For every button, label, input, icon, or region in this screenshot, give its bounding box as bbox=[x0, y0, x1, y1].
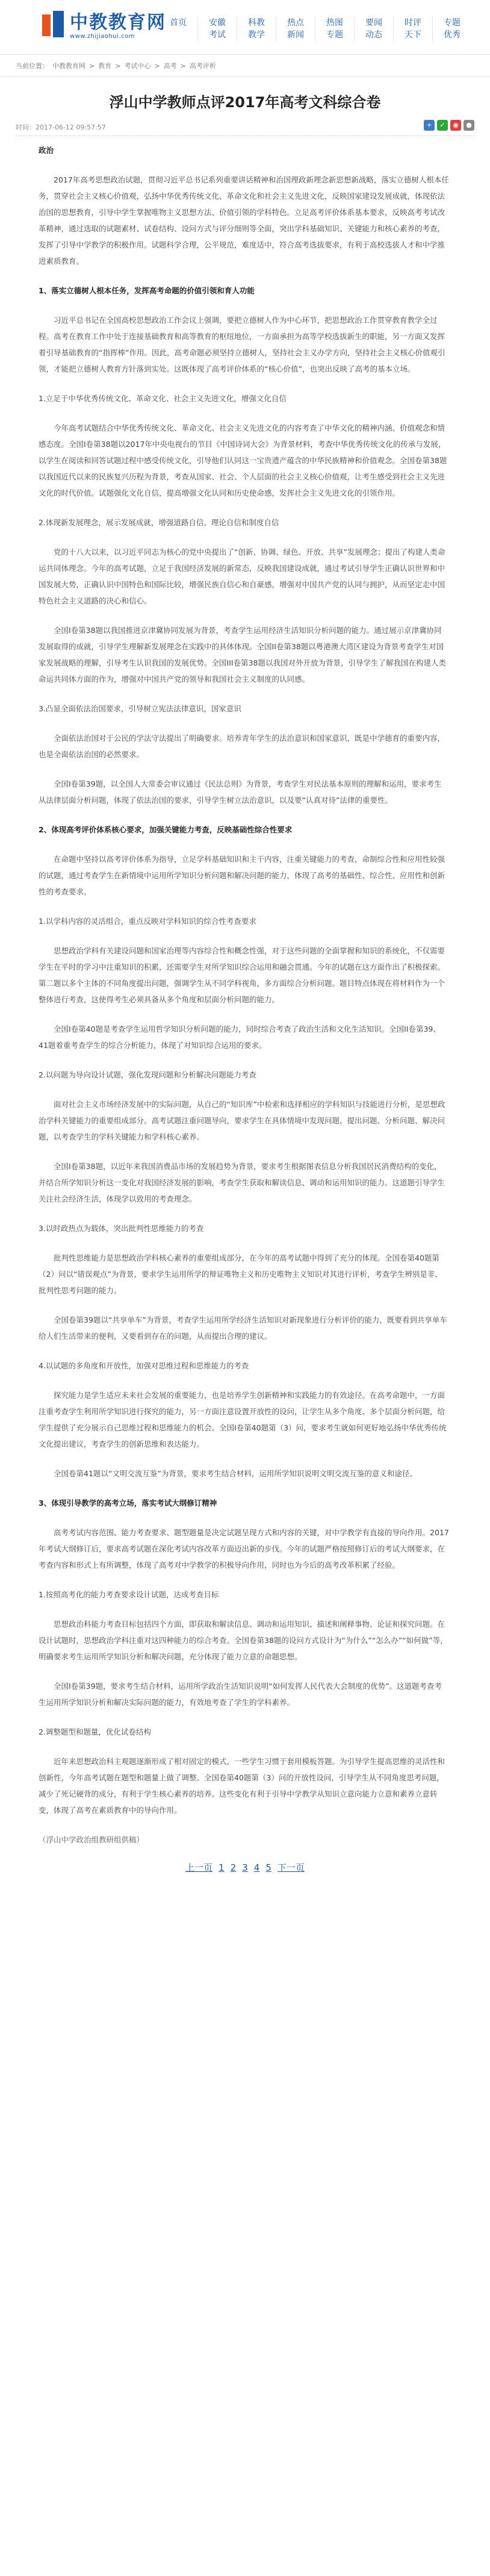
article-body bbox=[0, 136, 490, 1848]
breadcrumb-separator: > bbox=[180, 61, 186, 70]
breadcrumb bbox=[0, 55, 490, 77]
share-plus-icon[interactable]: + bbox=[424, 120, 435, 131]
subsection-heading: 1.按照高考化的能力考查要求设计试题，达成考查目标 bbox=[39, 1590, 219, 1599]
article-meta bbox=[16, 120, 474, 136]
paragraph: 高考考试内容范围、能力考查要求、题型题量是决定试题呈现方式和内容的关键，对中学教学有直接的导向作用。2017年考试大纲修订后，要求高考试题在深化考试内容改革方面迈出新的步伐。今年的试题严格按照修订后的考试大纲要求，在考查内容和形式上有所调整，体现了高考对中学教学的积极导向作用，同时也为今后的高考改革积累了经验。 bbox=[39, 1528, 449, 1570]
paragraph: 批判性思维能力是思想政治学科核心素养的重要组成部分，在今年的高考试题中得到了充分的体现。全国卷第40题第（2）问以“错误观点”为背景，要求学生运用所学的辩证唯物主义和历史唯物主义知识对其进行评析，考查学生辨别是非、批判性思考问题的能力。 bbox=[39, 1253, 442, 1295]
pagination bbox=[0, 1861, 490, 1874]
nav-item[interactable]: 热图 专题 bbox=[315, 17, 354, 41]
breadcrumb-separator: > bbox=[115, 61, 121, 70]
section-heading: 政治 bbox=[39, 146, 54, 155]
logo-url: www.zhijiaohui.com bbox=[70, 33, 135, 40]
page-link[interactable]: 5 bbox=[265, 1862, 271, 1873]
paragraph: 全国卷第39题以“共享单车”为背景，考查学生运用所学经济生活知识对新现象进行分析评价的能力，既要看到共享单车给人们生活带来的便利，又要看到存在的问题，从而提出合理的建议。 bbox=[39, 1315, 447, 1341]
breadcrumb-link[interactable]: 中教教育网 bbox=[52, 62, 85, 70]
nav-item[interactable]: 科教 教学 bbox=[237, 17, 276, 41]
paragraph: 思想政治科能力考查目标包括四个方面，即获取和解读信息、调动和运用知识、描述和阐释事物、论证和探究问题。在设计试题时，思想政治学科注重对这四种能力的综合考查。全国卷第38题的设问方式设计为“为什么”“怎么办”“如何做”等，明确要求考生运用所学知识分析和解决问题，充分体现了能力立意的命题思想。 bbox=[39, 1620, 448, 1661]
page-link[interactable]: 2 bbox=[230, 1862, 237, 1873]
paragraph: 近年来思想政治科主观题逐渐形成了相对固定的模式，一些学生习惯于套用模板答题。为引导学生提高思维的灵活性和创新性，今年高考试题在题型和题量上做了调整。全国卷第40题第（3）问的开放性设问，引导学生从不同角度思考问题，减少了死记硬背的成分，有利于学生核心素养的培养。这些变化有利于引导中学教学从知识立意向能力立意和素养立意转变，体现了高考在素质教育中的导向作用。 bbox=[39, 1757, 445, 1815]
subsection-heading: 1.以学科内容的灵活组合，重点反映对学科知识的综合性考查要求 bbox=[39, 917, 256, 926]
site-header bbox=[0, 0, 490, 55]
breadcrumb-link: 当前位置： bbox=[16, 62, 49, 70]
share-qq-icon[interactable]: ● bbox=[464, 120, 474, 131]
share-bar bbox=[421, 120, 474, 131]
paragraph: 2017年高考思想政治试题，贯彻习近平总书记系列重要讲话精神和治国理政新理念新思想新战略，落实立德树人根本任务，贯穿社会主义核心价值观，弘扬中华优秀传统文化、革命文化和社会主义先进文化，反映国家建设发展成就，体现依法治国的思想教育，引导中学生掌握唯物主义思想方法、价值引领的学科特色。立足高考评价体系基本要求，反映高考考试改革精神，通过选取的试题素材、试卷结构、设问方式与评分细则等全面，突出学科基础知识、关键能力和核心素养的考查，发挥了引导中学教学的积极作用。试题科学合理，公平规范，难度适中，符合高考选拔要求，有利于高校选拔人才和中学推进素质教育。 bbox=[39, 175, 449, 266]
subsection-heading: 2.调整题型和题量，优化试卷结构 bbox=[39, 1727, 151, 1736]
section-heading: 1、落实立德树人根本任务，发挥高考命题的价值引领和育人功能 bbox=[39, 286, 255, 295]
nav-item[interactable]: 安徽 考试 bbox=[197, 17, 237, 41]
subsection-heading: 3.以时政热点为载体，突出批判性思维能力的考查 bbox=[39, 1224, 204, 1233]
paragraph: 面对社会主义市场经济发展中的实际问题，从自己的“知识库”中检索和选择相应的学科知识与技能进行分析，是思想政治学科关键能力的重要组成部分。高考试题注重问题导向，要求学生在具体情境中发现问题、提出问题、分析问题、解决问题，以考查学生的学科关键能力和学科核心素养。 bbox=[39, 1100, 445, 1141]
paragraph: 全面依法治国对于公民的学法守法提出了明确要求。培养青年学生的法治意识和国家意识，既是中学德育的重要内容，也是全面依法治国的必然要求。 bbox=[39, 734, 445, 759]
subsection-heading: 1.立足于中华优秀传统文化、革命文化、社会主义先进文化，增强文化自信 bbox=[39, 394, 287, 403]
nav-item[interactable]: 专题 优秀 bbox=[432, 17, 471, 41]
paragraph: 全国I卷第40题是考查学生运用哲学知识分析问题的能力，同时综合考查了政治生活和文化生活知识。全国II卷第39、41题着重考查学生的综合分析能力，体现了对知识综合运用的要求。 bbox=[39, 1024, 441, 1050]
paragraph: 党的十八大以来，以习近平同志为核心的党中央提出了“创新、协调、绿色、开放、共享”发展理念；提出了构建人类命运共同体理念。今年的高考试题，立足于我国经济发展的新常态，反映我国建设成就，通过考试引导学生正确认识世界和中国发展大势，正确认识中国特色和国际比较，增强民族自信心和自豪感，增强对中国共产党的认同与拥护，从而坚定走中国特色社会主义道路的决心和信心。 bbox=[39, 547, 445, 605]
paragraph: 全国I卷第38题，以近年来我国消费品市场的发展趋势为背景，要求考生根据图表信息分析我国居民消费结构的变化，并结合所学知识分析这一变化对我国经济发展的影响，考查学生获取和解读信息、调动和运用知识的能力。这道题引导学生关注社会经济生活，体现学以致用的考查理念。 bbox=[39, 1162, 445, 1203]
breadcrumb-link[interactable]: 高考评析 bbox=[189, 62, 216, 70]
paragraph: 全国卷第41题以“文明交流互鉴”为背景，要求考生结合材料，运用所学知识说明文明交流互鉴的意义和途径。 bbox=[54, 1469, 417, 1478]
breadcrumb-link[interactable]: 教育 bbox=[98, 62, 112, 70]
nav-item[interactable]: 要闻 动态 bbox=[354, 17, 393, 41]
nav-item[interactable]: 首页 bbox=[170, 18, 187, 28]
paragraph: 全国I卷第39题，以全国人大常委会审议通过《民法总则》为背景，考查学生对民法基本原则的理解和运用，要求考生从法律层面分析问题，体现了依法治国的要求，引导学生树立法治意识，以及要“认真对待”法律的重要性。 bbox=[39, 779, 442, 805]
breadcrumb-separator: > bbox=[89, 61, 95, 70]
share-wechat-icon[interactable]: ✓ bbox=[437, 120, 448, 131]
subsection-heading: 3.凸显全面依法治国要求，引导树立宪法法律意识，国家意识 bbox=[39, 704, 241, 713]
page-link[interactable]: 4 bbox=[253, 1862, 260, 1873]
site-logo[interactable] bbox=[42, 11, 166, 41]
nav-item[interactable]: 热点 新闻 bbox=[276, 17, 315, 41]
page-link[interactable]: 1 bbox=[219, 1862, 225, 1873]
article-title: 浮山中学教师点评2017年高考文科综合卷 bbox=[109, 94, 381, 111]
logo-name: 中教教育网 bbox=[70, 11, 166, 33]
paragraph: 今年高考试题结合中华优秀传统文化、革命文化、社会主义先进文化的内容考查了中华文化的精神内涵、价值观念和情感态度。全国I卷第38题以2017年中央电视台的节目《中国诗词大会》为背景材料，考查中华优秀传统文化的传承与发展，以学生在阅读和回答试题过程中感受传统文化，引导他们认同这一宝贵遗产蕴含的中华民族精神和价值观念。全国卷第38题以我国近代以来的民族复兴历程为背景，考查从国家、社会、个人层面的社会主义核心价值观，让考生感受到社会主义先进文化的时代价值。试题强化文化自信，提高增强文化认同和历史使命感，发挥社会主义先进文化的引领作用。 bbox=[39, 423, 447, 497]
paragraph: 思想政治学科有关建设问题和国家治理等内容综合性和概念性强，对于这些问题的全面掌握和知识的系统化，不仅需要学生在平时的学习中注重知识的积累，还需要学生对所学知识综合运用和融会贯通。今年的试题在这方面作出了积极探索。第二题以多个主体的不同角度提出问题，强调学生从不同学科视角，多方面综合分析问题。题目特点体现在将材料作为一个整体进行考查，这使得考生必须具备从多个角度和层面分析问题的能力。 bbox=[39, 946, 445, 1004]
paragraph: 全国I卷第39题，要求考生结合材料，运用所学政治生活知识说明“如何发挥人民代表大会制度的优势”。这道题考查考生运用所学知识分析和解决实际问题的能力，有效地考查了学生的学科素养。 bbox=[39, 1682, 442, 1707]
logo-icon bbox=[42, 11, 65, 41]
page-link[interactable]: 上一页 bbox=[185, 1862, 213, 1873]
section-heading: 2、体现高考评价体系核心要求，加强关键能力考查，反映基础性综合性要求 bbox=[39, 825, 293, 834]
page-link[interactable]: 3 bbox=[242, 1862, 248, 1873]
paragraph: 探究能力是学生适应未来社会发展的重要能力，也是培养学生创新精神和实践能力的有效途径。在高考命题中，一方面注重考查学生利用所学知识进行探究的能力，另一方面注意设置开放性的设问，让学生从多个角度、多个层面分析问题，给学生提供了充分展示自己思维过程和思维能力的机会。全国I卷第40题第（3）问，要求考生就如何更好地弘扬中华优秀传统文化提出建议，考查学生的创新思维和表达能力。 bbox=[39, 1391, 447, 1449]
article-source: （浮山中学政治组教研组供稿） bbox=[39, 1835, 144, 1844]
page-link[interactable]: 下一页 bbox=[277, 1862, 305, 1873]
section-heading: 3、体现引导教学的高考立场，落实考试大纲修订精神 bbox=[39, 1499, 217, 1508]
breadcrumb-link[interactable]: 考试中心 bbox=[124, 62, 151, 70]
main-nav bbox=[159, 17, 471, 41]
paragraph: 在命题中坚持以高考评价体系为指导，立足学科基础知识和主干内容，注重关键能力的考查，命制综合性和应用性较强的试题，通过考查学生在新情境中运用所学知识分析问题和解决问题的能力，体现了高考的基础性、综合性、应用性和创新性的考查要求。 bbox=[39, 855, 445, 896]
subsection-heading: 4.以试题的多角度和开放性，加强对思维过程和思维能力的考查 bbox=[39, 1361, 249, 1370]
paragraph: 全国I卷第38题以我国推进京津冀协同发展为背景，考查学生运用经济生活知识分析问题的能力。通过展示京津冀协同发展取得的成就，引导学生理解新发展理念在实践中的具体体现。全国II卷第38题以粤港澳大湾区建设为背景考查学生对国家发展战略的理解，引导考生认识我国的发展优势。全国III卷第38题以我国对外开放为背景，引导学生了解我国在构建人类命运共同体方面的作为，增强对中国共产党的领导和我国社会主义制度的认同感。 bbox=[39, 626, 446, 684]
subsection-heading: 2.体现新发展理念，展示发展成就，增强道路自信、理论自信和制度自信 bbox=[39, 518, 279, 527]
nav-item[interactable]: 时评 天下 bbox=[393, 17, 432, 41]
subsection-heading: 2.以问题为导向设计试题，强化发现问题和分析解决问题能力考查 bbox=[39, 1070, 256, 1079]
breadcrumb-separator: > bbox=[154, 61, 160, 70]
paragraph: 习近平总书记在全国高校思想政治工作会议上强调，要把立德树人作为中心环节，把思想政治工作贯穿教育教学全过程。高考在教育工作中处于连接基础教育和高等教育的枢纽地位，一方面承担为高等学校选拔新生的职能，另一方面又发挥着引导基础教育的“指挥棒”作用。因此，高考命题必须坚持立德树人，坚持社会主义办学方向，坚持社会主义核心价值观引领，才能把立德树人教育方针落到实处。这既体现了高考评价体系的“核心价值”，也突出反映了高考的基本立场。 bbox=[39, 316, 445, 373]
breadcrumb-link[interactable]: 高考 bbox=[163, 62, 177, 70]
share-weibo-icon[interactable]: ◉ bbox=[450, 120, 461, 131]
publish-time: 时间：2017-06-12 09:57:57 bbox=[16, 123, 106, 131]
